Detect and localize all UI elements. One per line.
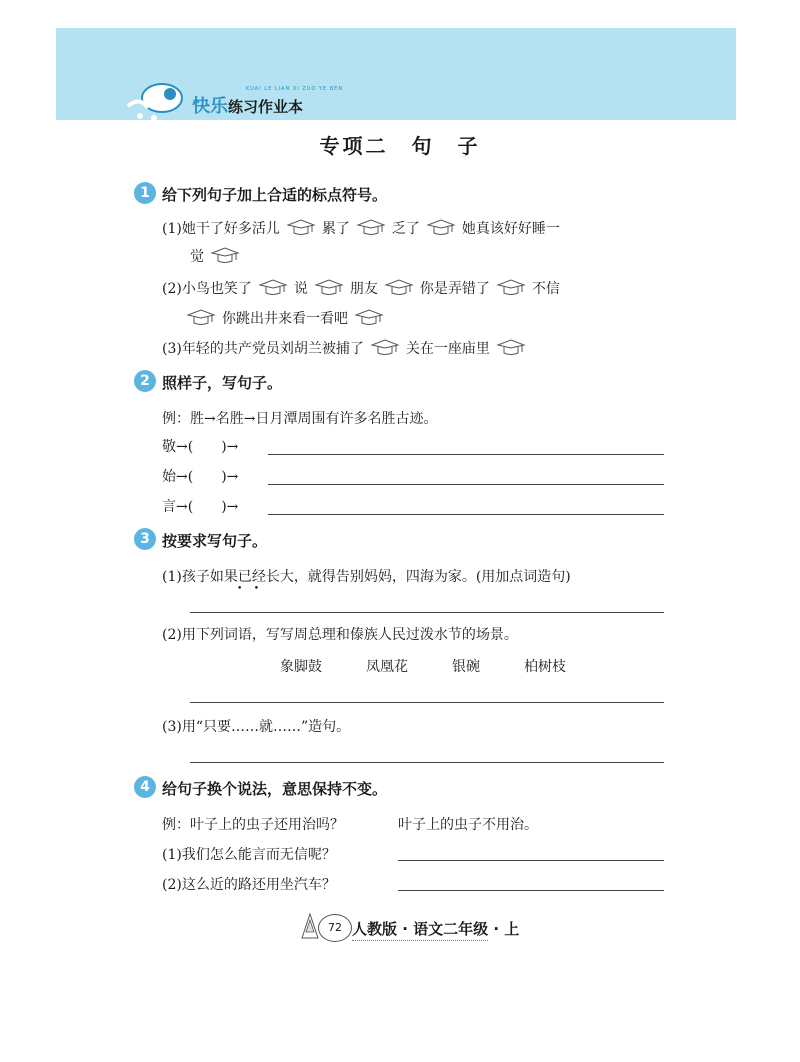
s2-row-3-label: 言→( )→ (162, 499, 239, 515)
s1-line-2-cont (180, 308, 390, 328)
punctuation-blank-icon[interactable] (356, 219, 386, 237)
s2-row-3-answer-line[interactable] (268, 514, 664, 515)
punctuation-blank-icon[interactable] (496, 339, 526, 357)
punctuation-blank-icon[interactable] (258, 279, 288, 297)
s1-l1-part-b: 累了 (321, 221, 350, 237)
s3-question-2: (2)用下列词语，写写周总理和傣族人民过泼水节的场景。 (162, 627, 518, 643)
section-1-number: 1 (134, 182, 156, 204)
section-2-number: 2 (134, 370, 156, 392)
s4-q2-answer-line[interactable] (398, 890, 664, 891)
s2-row-1-answer-line[interactable] (268, 454, 664, 455)
s3-q2-answer-line[interactable] (190, 702, 664, 703)
s1-line-3 (162, 338, 532, 358)
s3-word-3: 银碗 (452, 659, 480, 675)
s1-l2-part-c: 朋友 (349, 281, 378, 297)
page-number: 72 (318, 914, 352, 942)
s2-example: 例：胜→名胜→日月潭周围有许多名胜古迹。 (162, 411, 438, 427)
brand-title (192, 92, 303, 118)
s1-l1-part-e: 觉 (190, 249, 204, 265)
footer-tree-icon (300, 912, 320, 942)
punctuation-blank-icon[interactable] (314, 279, 344, 297)
brand-pinyin: KUAI LE LIAN XI ZUO YE BEN (246, 86, 344, 92)
page-title: 专项二 句 子 (319, 134, 481, 158)
edition-label: 人教版 · 语文二年级 · 上 (352, 920, 520, 938)
punctuation-blank-icon[interactable] (210, 247, 240, 265)
s4-example-question: 例：叶子上的虫子还用治吗？ (162, 817, 344, 833)
brand-mascot-icon (120, 76, 190, 124)
s1-l2-part-d: 你是弄错了 (419, 281, 490, 297)
s1-l2-part-f: 你跳出井来看一看吧 (222, 311, 348, 327)
s1-line-2 (162, 278, 560, 298)
punctuation-blank-icon[interactable] (496, 279, 526, 297)
punctuation-blank-icon[interactable] (426, 219, 456, 237)
punctuation-blank-icon[interactable] (370, 339, 400, 357)
s1-l1-part-a: (1)她干了好多活儿 (162, 221, 280, 237)
section-4-number: 4 (134, 776, 156, 798)
s4-q1-answer-line[interactable] (398, 860, 664, 861)
s1-line-1 (162, 218, 560, 238)
s1-l2-part-a: (2)小鸟也笑了 (162, 281, 252, 297)
s4-example-answer: 叶子上的虫子不用治。 (398, 817, 538, 833)
brand-subtitle: 练习作业本 (228, 98, 304, 116)
s2-row-2-label: 始→( )→ (162, 469, 239, 485)
s1-line-1-cont (190, 246, 246, 266)
s1-l1-part-d: 她真该好好睡一 (461, 221, 560, 237)
punctuation-blank-icon[interactable] (286, 219, 316, 237)
punctuation-blank-icon[interactable] (384, 279, 414, 297)
brand-name: 快乐 (192, 96, 228, 117)
section-1-title: 给下列句子加上合适的标点符号。 (162, 186, 388, 204)
emphasis-dots: • • (237, 584, 260, 594)
section-3-number: 3 (134, 528, 156, 550)
s1-l3-part-b: 关在一座庙里 (405, 341, 490, 357)
punctuation-blank-icon[interactable] (186, 309, 216, 327)
section-4-title: 给句子换个说法，意思保持不变。 (162, 780, 388, 798)
s1-l2-part-e: 不信 (531, 281, 560, 297)
s3-question-1: (1)孩子如果已经长大，就得告别妈妈，四海为家。(用加点词造句) (162, 569, 571, 585)
punctuation-blank-icon[interactable] (354, 309, 384, 327)
section-2-title: 照样子，写句子。 (162, 374, 283, 392)
s3-q1-answer-line[interactable] (190, 612, 664, 613)
s1-l1-part-c: 乏了 (391, 221, 420, 237)
s3-word-1: 象脚鼓 (280, 659, 322, 675)
s3-word-2: 凤凰花 (366, 659, 408, 675)
s3-q3-answer-line[interactable] (190, 762, 664, 763)
footer-dotted-rule (352, 940, 488, 941)
section-3-title: 按要求写句子。 (162, 532, 268, 550)
s4-question-2: (2)这么近的路还用坐汽车？ (162, 877, 336, 893)
s1-l2-part-b: 说 (293, 281, 308, 297)
s3-word-4: 柏树枝 (524, 659, 566, 675)
s3-question-3: (3)用“只要……就……”造句。 (162, 719, 351, 735)
s1-l3-part-a: (3)年轻的共产党员刘胡兰被捕了 (162, 341, 364, 357)
s4-question-1: (1)我们怎么能言而无信呢？ (162, 847, 336, 863)
s2-row-1-label: 敬→( )→ (162, 439, 239, 455)
s2-row-2-answer-line[interactable] (268, 484, 664, 485)
